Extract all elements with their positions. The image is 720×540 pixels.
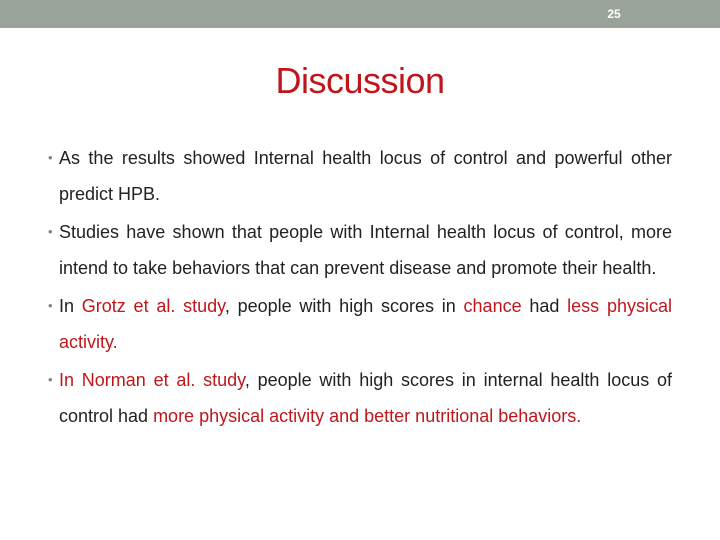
highlight-chance: chance (463, 296, 522, 316)
bullet-dot-icon: • (48, 224, 53, 239)
highlight-study-name: Grotz et al. study (81, 296, 225, 316)
bullet-text-segment: , people with high scores in (224, 296, 464, 316)
bullet-dot-icon: • (48, 150, 53, 165)
bullet-text-segment: , people with high scores in internal health locus of control had (59, 370, 672, 426)
bullet-item (48, 288, 672, 360)
bullet-text: Studies have shown that people with Internal health locus of control, more intend to take behaviors that can prevent disease and promote their health. (59, 222, 672, 278)
top-bar (0, 0, 720, 28)
bullet-item (48, 140, 672, 212)
bullet-list (48, 140, 672, 434)
bullet-dot-icon: • (48, 372, 53, 387)
bullet-item (48, 214, 672, 286)
bullet-dot-icon: • (48, 298, 53, 313)
highlight-study-name: In Norman et al. study (59, 370, 245, 390)
bullet-item (48, 362, 672, 434)
highlight-behaviors: more physical activity and better nutritional behaviors. (153, 406, 582, 426)
bullet-text-segment: In (59, 296, 82, 316)
highlight-less-activity: less physical activity. (59, 296, 672, 352)
slide-title (0, 60, 720, 102)
bullet-text-segment: had (521, 296, 568, 316)
bullet-text: As the results showed Internal health locus of control and powerful other predict HPB. (59, 148, 672, 204)
slide-title-text: Discussion (275, 60, 445, 101)
page-number: 25 (607, 7, 621, 21)
